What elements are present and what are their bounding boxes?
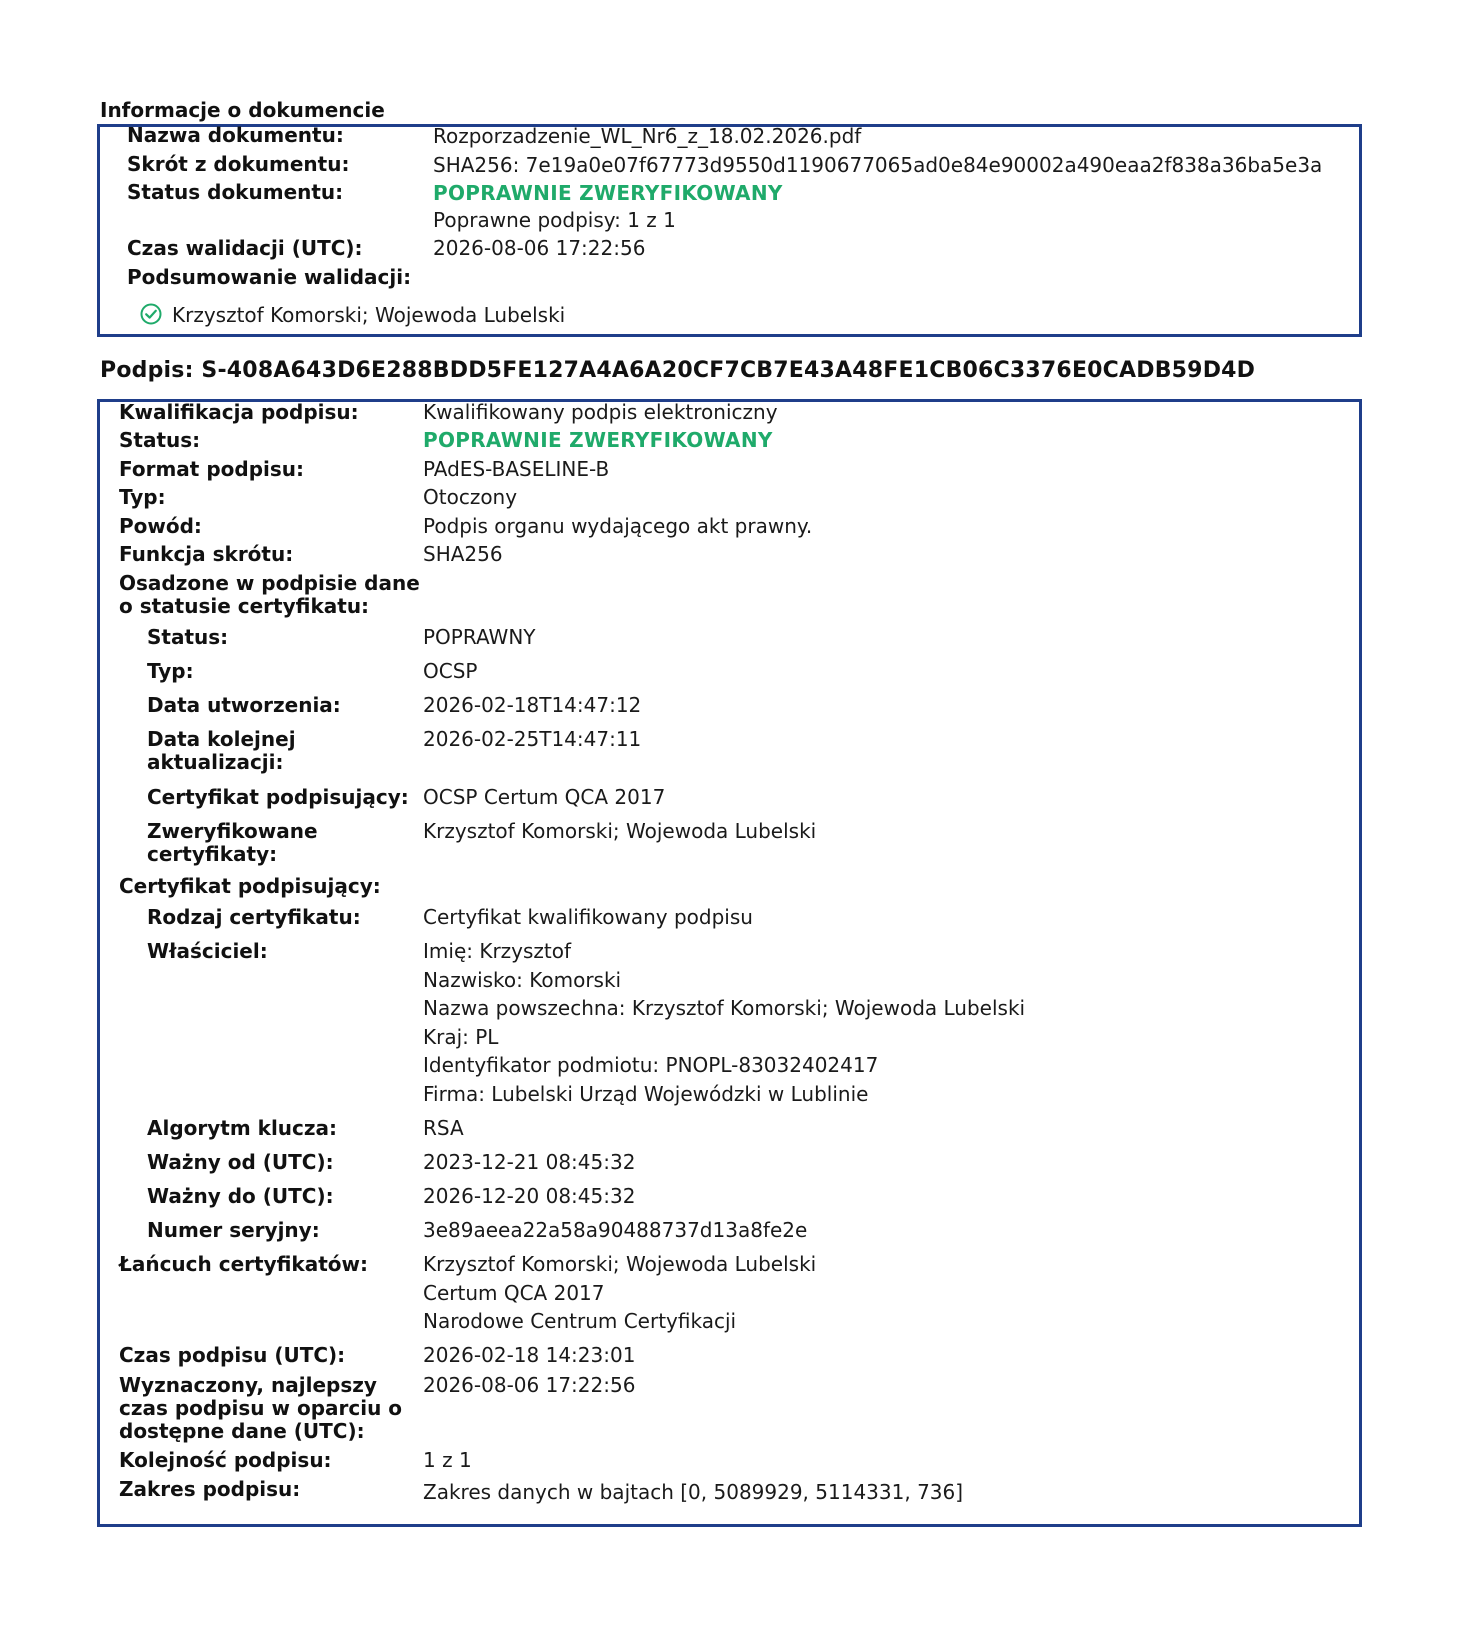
chain-item: Certum QCA 2017 <box>423 1281 605 1305</box>
embedded-type-label: Typ: <box>147 659 194 683</box>
cert-chain-label: Łańcuch certyfikatów: <box>119 1252 369 1276</box>
embedded-next-update-value: 2026-02-25T14:47:11 <box>423 727 642 751</box>
embedded-signing-cert-value: OCSP Certum QCA 2017 <box>423 785 666 809</box>
owner-line: Nazwa powszechna: Krzysztof Komorski; Wojewoda Lubelski <box>423 996 1026 1020</box>
sign-time-value: 2026-02-18 14:23:01 <box>423 1343 636 1367</box>
signature-order-label: Kolejność podpisu: <box>119 1448 332 1472</box>
embedded-status-status-value: POPRAWNY <box>423 625 536 649</box>
qualification-label: Kwalifikacja podpisu: <box>119 400 359 424</box>
summary-signer: Krzysztof Komorski; Wojewoda Lubelski <box>172 303 566 327</box>
validation-time-value: 2026-08-06 17:22:56 <box>433 236 646 260</box>
owner-line: Identyfikator podmiotu: PNOPL-83032402417 <box>423 1053 879 1077</box>
digest-function-label: Funkcja skrótu: <box>119 542 294 566</box>
signature-range-label: Zakres podpisu: <box>119 1477 301 1501</box>
signature-range-value: Zakres danych w bajtach [0, 5089929, 5114331, 736] <box>423 1480 964 1504</box>
embedded-created-value: 2026-02-18T14:47:12 <box>423 693 642 717</box>
key-algorithm-label: Algorytm klucza: <box>147 1116 338 1140</box>
owner-line: Nazwisko: Komorski <box>423 968 622 992</box>
valid-to-value: 2026-12-20 08:45:32 <box>423 1184 636 1208</box>
type-label: Typ: <box>119 485 166 509</box>
embedded-status-status-label: Status: <box>147 625 229 649</box>
signature-heading: Podpis: S-408A643D6E288BDD5FE127A4A6A20CF7CB7E43A48FE1CB06C3376E0CADB59D4D <box>100 358 1256 383</box>
document-digest-label: Skrót z dokumentu: <box>127 152 350 176</box>
validation-time-label: Czas walidacji (UTC): <box>127 236 363 260</box>
embedded-verified-certs-value: Krzysztof Komorski; Wojewoda Lubelski <box>423 819 817 843</box>
cert-owner-label: Właściciel: <box>147 939 268 963</box>
embedded-verified-certs-label: Zweryfikowane certyfikaty: <box>147 819 318 866</box>
document-name-value: Rozporzadzenie_WL_Nr6_z_18.02.2026.pdf <box>433 124 862 148</box>
document-status-label: Status dokumentu: <box>127 180 344 204</box>
valid-to-label: Ważny do (UTC): <box>147 1184 334 1208</box>
signature-status-label: Status: <box>119 428 201 452</box>
chain-item: Krzysztof Komorski; Wojewoda Lubelski <box>423 1252 817 1276</box>
document-status-value: POPRAWNIE ZWERYFIKOWANY <box>433 181 783 205</box>
signing-cert-label: Certyfikat podpisujący: <box>119 874 381 898</box>
valid-from-label: Ważny od (UTC): <box>147 1150 334 1174</box>
digest-function-value: SHA256 <box>423 542 503 566</box>
reason-label: Powód: <box>119 514 202 538</box>
signature-order-value: 1 z 1 <box>423 1448 472 1472</box>
owner-line: Imię: Krzysztof <box>423 939 572 963</box>
embedded-signing-cert-label: Certyfikat podpisujący: <box>147 785 409 809</box>
valid-from-value: 2023-12-21 08:45:32 <box>423 1150 636 1174</box>
document-name-label: Nazwa dokumentu: <box>127 123 344 147</box>
best-sign-time-value: 2026-08-06 17:22:56 <box>423 1373 636 1397</box>
owner-line: Kraj: PL <box>423 1025 499 1049</box>
signature-status-value: POPRAWNIE ZWERYFIKOWANY <box>423 428 773 452</box>
reason-value: Podpis organu wydającego akt prawny. <box>423 514 813 538</box>
chain-item: Narodowe Centrum Certyfikacji <box>423 1309 737 1333</box>
check-circle-icon <box>140 303 162 325</box>
format-label: Format podpisu: <box>119 457 304 481</box>
qualification-value: Kwalifikowany podpis elektroniczny <box>423 400 778 424</box>
sign-time-label: Czas podpisu (UTC): <box>119 1343 346 1367</box>
best-sign-time-label: Wyznaczony, najlepszy czas podpisu w oparciu o dostępne dane (UTC): <box>119 1373 403 1443</box>
owner-line: Firma: Lubelski Urząd Wojewódzki w Lublinie <box>423 1082 869 1106</box>
serial-number-label: Numer seryjny: <box>147 1218 320 1242</box>
format-value: PAdES-BASELINE-B <box>423 457 610 481</box>
cert-kind-label: Rodzaj certyfikatu: <box>147 905 361 929</box>
validation-summary-label: Podsumowanie walidacji: <box>127 265 412 289</box>
embedded-created-label: Data utworzenia: <box>147 693 341 717</box>
type-value: Otoczony <box>423 485 518 509</box>
embedded-status-label: Osadzone w podpisie dane o statusie certyfikatu: <box>119 571 420 618</box>
valid-signatures-count: Poprawne podpisy: 1 z 1 <box>433 208 676 232</box>
document-digest-value: SHA256: 7e19a0e07f67773d9550d1190677065ad0e84e90002a490eaa2f838a36ba5e3a <box>433 153 1323 177</box>
key-algorithm-value: RSA <box>423 1116 464 1140</box>
serial-number-value: 3e89aeea22a58a90488737d13a8fe2e <box>423 1218 808 1242</box>
embedded-type-value: OCSP <box>423 659 478 683</box>
cert-kind-value: Certyfikat kwalifikowany podpisu <box>423 905 753 929</box>
document-info-heading: Informacje o dokumencie <box>100 98 385 122</box>
embedded-next-update-label: Data kolejnej aktualizacji: <box>147 727 296 774</box>
